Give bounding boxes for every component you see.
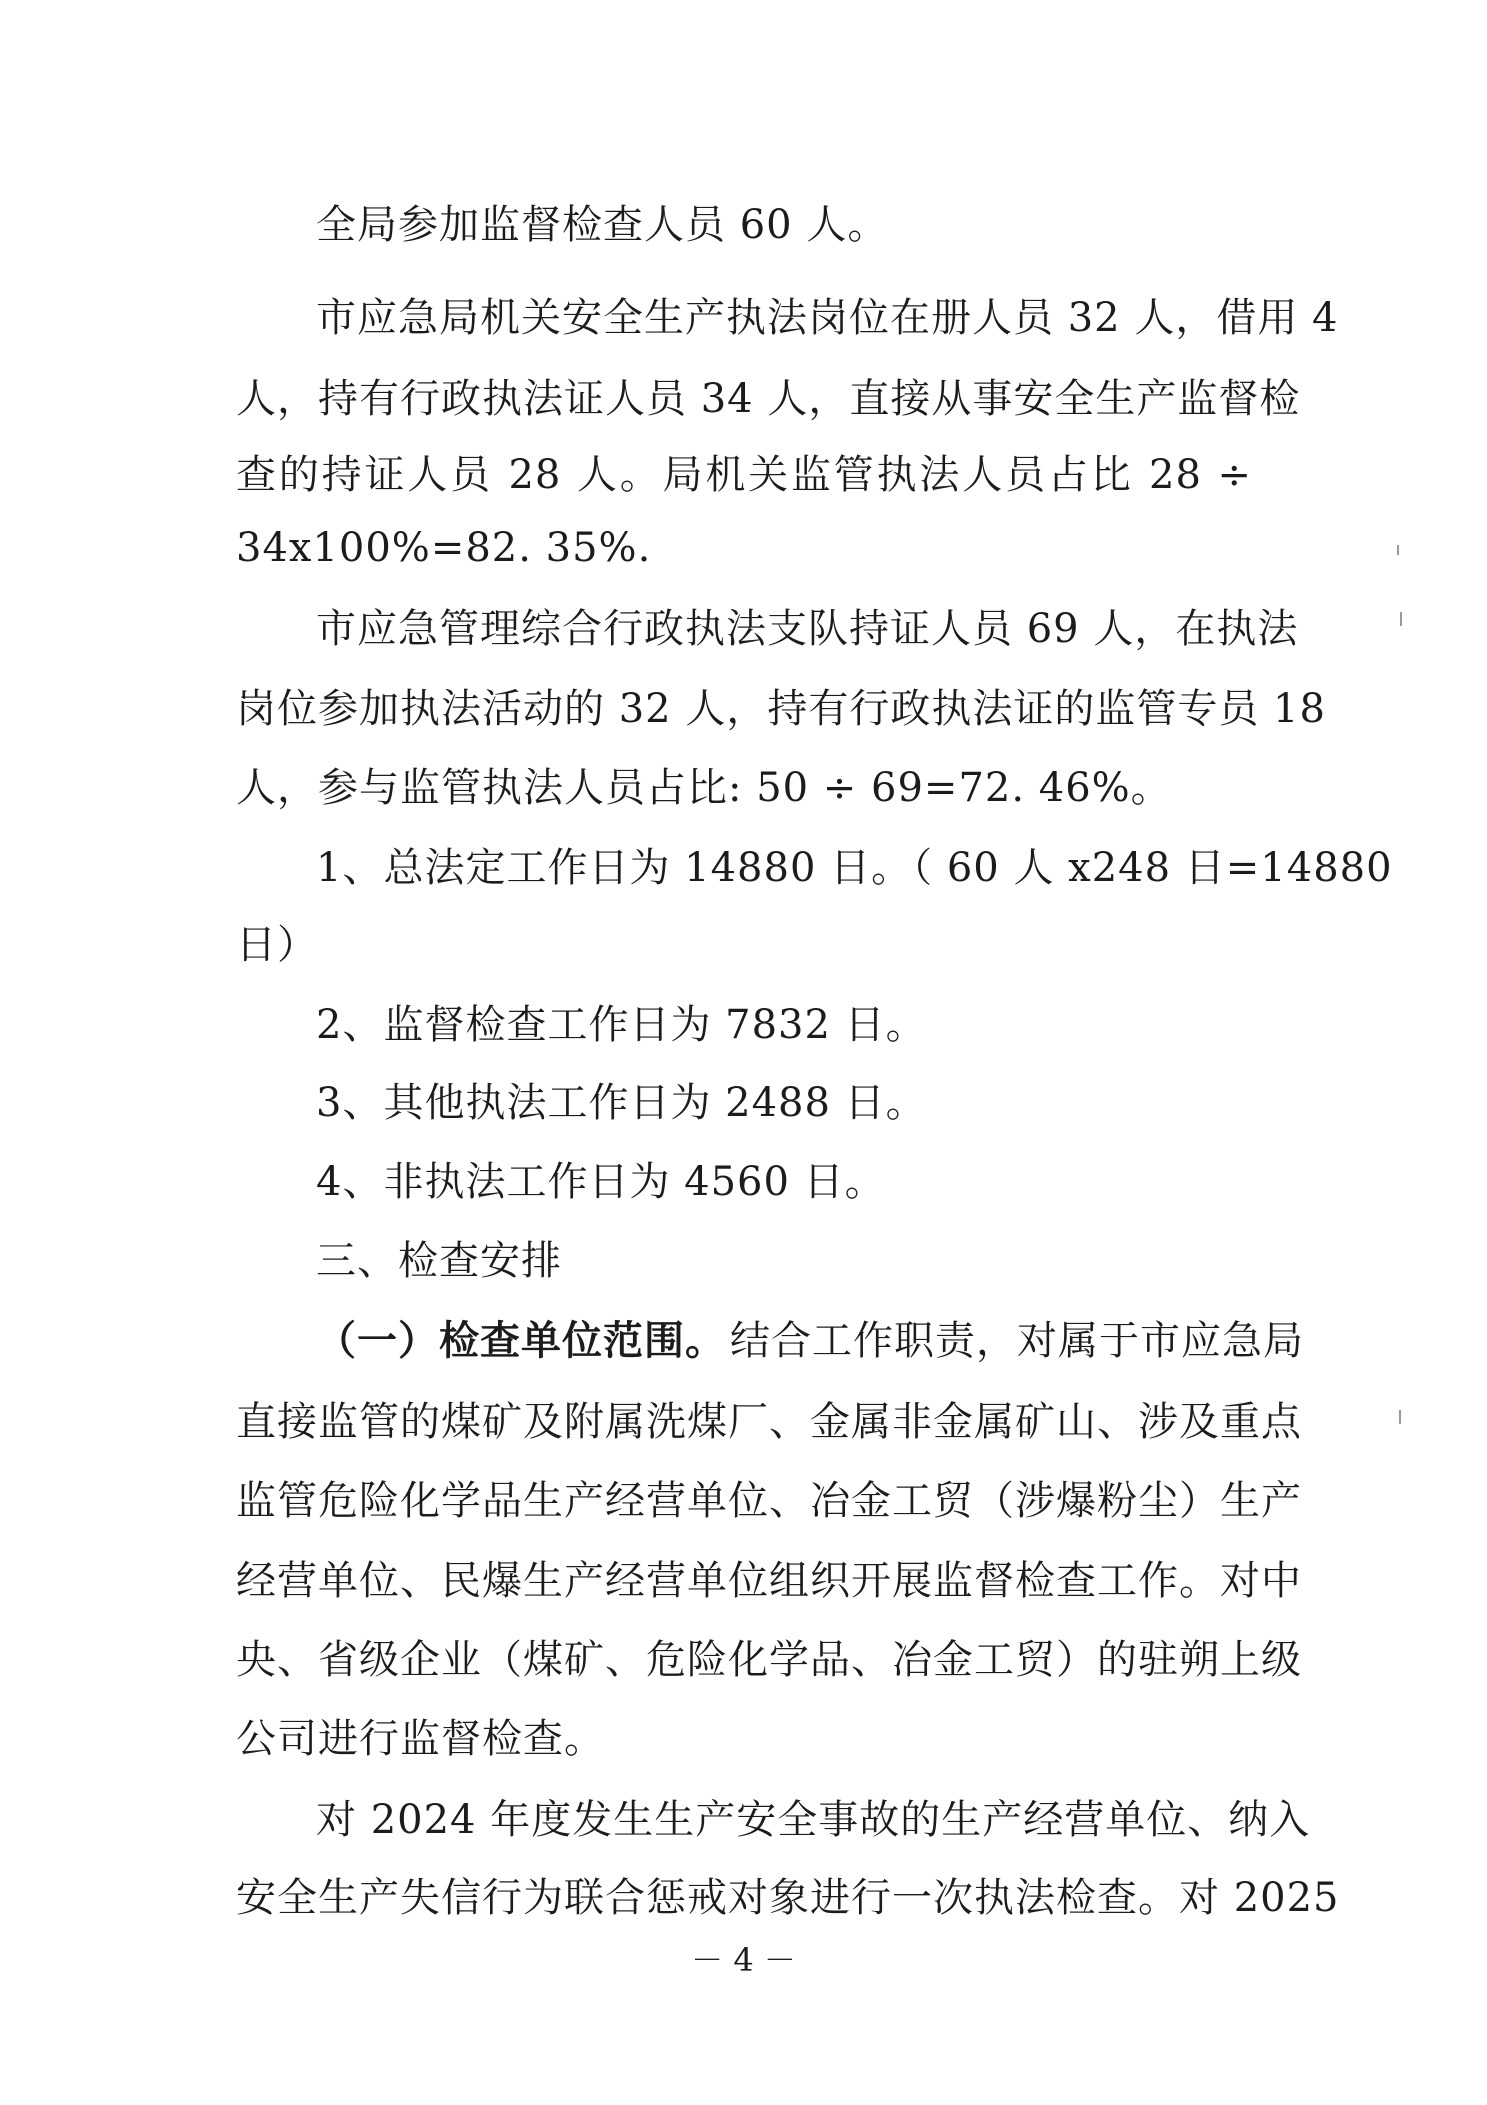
- paragraph-line: 央、省级企业（煤矿、危险化学品、冶金工贸）的驻朔上级: [236, 1637, 1302, 1683]
- scan-artifact: [1397, 545, 1399, 555]
- list-item: 1、总法定工作日为 14880 日。（ 60 人 x248 日=14880: [316, 845, 1393, 891]
- paragraph-line: 查的持证人员 28 人。局机关监管执法人员占比 28 ÷: [236, 452, 1252, 498]
- subsection-line: [316, 1316, 1304, 1366]
- section-heading: 三、检查安排: [316, 1238, 562, 1284]
- list-item: 3、其他执法工作日为 2488 日。: [316, 1080, 927, 1126]
- paragraph-line: 对 2024 年度发生生产安全事故的生产经营单位、纳入: [316, 1797, 1311, 1843]
- paragraph-line: 岗位参加执法活动的 32 人，持有行政执法证的监管专员 18: [236, 686, 1326, 732]
- paragraph-line: 经营单位、民爆生产经营单位组织开展监督检查工作。对中: [236, 1558, 1302, 1604]
- scan-artifact: [1400, 612, 1402, 626]
- paragraph-line: 人，持有行政执法证人员 34 人，直接从事安全生产监督检: [236, 376, 1301, 422]
- paragraph-line: 监管危险化学品生产经营单位、冶金工贸（涉爆粉尘）生产: [236, 1478, 1302, 1524]
- paragraph-line: 34x100%=82. 35%.: [236, 525, 652, 571]
- page-number: － 4 －: [691, 1941, 796, 1979]
- subsection-heading: （一）检查单位范围。: [316, 1318, 726, 1364]
- list-item: 2、监督检查工作日为 7832 日。: [316, 1002, 927, 1048]
- paragraph-line: 结合工作职责，对属于市应急局: [730, 1318, 1304, 1364]
- scan-artifact: [1399, 1410, 1401, 1424]
- list-item-continuation: 日）: [236, 922, 318, 968]
- list-item: 4、非执法工作日为 4560 日。: [316, 1159, 886, 1205]
- paragraph-line: 全局参加监督检查人员 60 人。: [316, 202, 889, 248]
- paragraph-line: 直接监管的煤矿及附属洗煤厂、金属非金属矿山、涉及重点: [236, 1399, 1302, 1445]
- paragraph-line: 市应急管理综合行政执法支队持证人员 69 人，在执法: [316, 606, 1299, 652]
- paragraph-line: 安全生产失信行为联合惩戒对象进行一次执法检查。对 2025: [236, 1875, 1340, 1921]
- paragraph-line: 公司进行监督检查。: [236, 1716, 605, 1762]
- paragraph-line: 人，参与监管执法人员占比: 50 ÷ 69=72. 46%。: [236, 765, 1172, 811]
- paragraph-line: 市应急局机关安全生产执法岗位在册人员 32 人，借用 4: [316, 295, 1339, 341]
